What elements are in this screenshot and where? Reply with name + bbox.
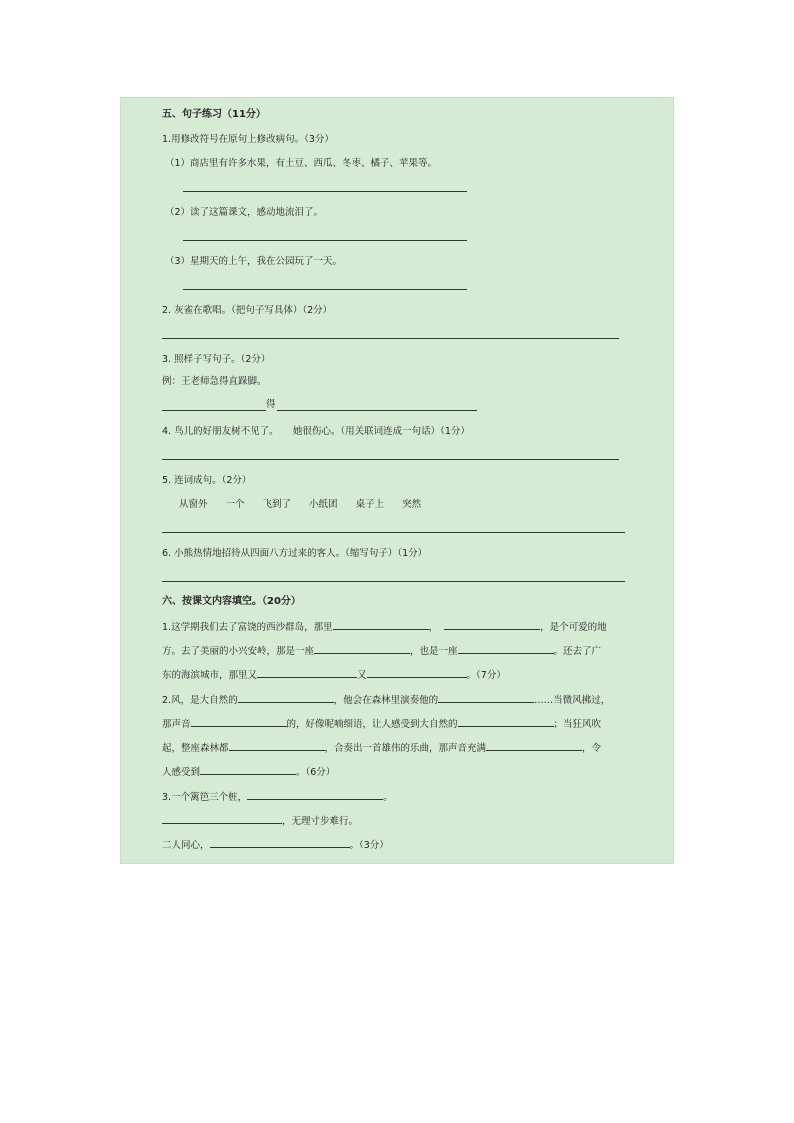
s6-q1-line3 [162, 668, 506, 682]
blank[interactable] [486, 741, 582, 751]
q4-prompt: 4. 鸟儿的好朋友树不见了。 她很伤心。（用关联词连成一句话）（1分） [162, 426, 470, 437]
text: 起，整座森林都 [162, 743, 229, 754]
answer-line-q1-1[interactable] [183, 191, 467, 192]
blank[interactable] [162, 814, 282, 824]
section6-title: 六、按课文内容填空。（20分） [162, 596, 301, 607]
text: 那声音 [162, 719, 191, 730]
text: 。 [383, 792, 393, 803]
blank[interactable] [438, 693, 534, 703]
answer-line-q1-2[interactable] [183, 240, 467, 241]
blank[interactable] [314, 644, 410, 654]
text: 2.风，是大自然的 [162, 695, 238, 706]
q1-item-2: （2）读了这篇课文，感动地流泪了。 [165, 207, 324, 218]
text: 。（7分） [466, 670, 506, 681]
text: 。还去了广 [553, 646, 602, 657]
answer-line-q2[interactable] [162, 338, 619, 339]
text: 。（3分） [349, 840, 389, 851]
blank[interactable] [367, 668, 467, 678]
blank[interactable] [191, 717, 287, 727]
text: ，令 [582, 743, 602, 754]
blank[interactable] [238, 693, 334, 703]
q1-prompt: 1.用修改符号在原句上修改病句。（3分） [162, 134, 334, 145]
answer-line-q3-left[interactable] [162, 410, 266, 411]
text: ，是个可爱的地 [540, 622, 607, 633]
s6-q2-line4 [162, 765, 335, 779]
answer-line-q3-right[interactable] [277, 410, 477, 411]
blank[interactable] [333, 620, 429, 630]
text: ……当微风拂过， [534, 695, 611, 706]
blank[interactable] [210, 838, 350, 848]
blank[interactable] [444, 620, 540, 630]
text: 3.一个篱笆三个桩， [162, 792, 248, 803]
s6-q2-line2 [162, 717, 601, 731]
s6-q3-line1 [162, 790, 393, 804]
text: ，合奏出一首雄伟的乐曲，那声音充满 [324, 743, 487, 754]
text: ，他会在森林里演奏他的 [333, 695, 439, 706]
q5-word: 从窗外 [179, 499, 208, 510]
text: 又 [357, 670, 367, 681]
q3-example: 例：王老师急得直跺脚。 [162, 376, 267, 387]
blank[interactable] [257, 668, 357, 678]
text: 东的海滨城市，那里又 [162, 670, 258, 681]
q5-word: 桌子上 [355, 499, 385, 510]
q5-word: 一个 [225, 499, 245, 510]
text: 。（6分） [296, 767, 336, 778]
answer-line-q1-3[interactable] [183, 289, 467, 290]
text: 1.这学期我们去了富饶的西沙群岛，那里 [162, 622, 333, 633]
section5-title: 五、句子练习（11分） [162, 109, 266, 120]
q5-word: 飞到了 [262, 499, 292, 510]
text: ，也是一座 [410, 646, 458, 657]
s6-q3-line2 [162, 814, 358, 828]
blank[interactable] [200, 765, 296, 775]
q6-prompt: 6. 小熊热情地招待从四面八方过来的客人。（缩写句子）（1分） [162, 548, 428, 559]
blank[interactable] [458, 644, 554, 654]
q2-prompt: 2. 灰雀在歌唱。（把句子写具体）（2分） [162, 305, 333, 316]
q3-middle-char: 得 [266, 399, 276, 410]
s6-q1-line2 [162, 644, 601, 658]
s6-q3-line3 [162, 838, 389, 852]
blank[interactable] [247, 790, 383, 800]
text: ；当狂风吹 [553, 719, 602, 730]
worksheet-page [120, 97, 674, 864]
blank[interactable] [458, 717, 554, 727]
text: 的，好像呢喃细语，让人感受到大自然的 [286, 719, 458, 730]
q5-prompt: 5. 连词成句。（2分） [162, 475, 252, 486]
q5-word-list [179, 498, 439, 511]
text: 人感受到 [162, 767, 201, 778]
text: 二人同心， [162, 840, 210, 851]
q1-item-1: （1）商店里有许多水果，有土豆、西瓜、冬枣、橘子、苹果等。 [165, 158, 438, 169]
text: ，无理寸步难行。 [282, 816, 359, 827]
q3-prompt: 3. 照样子写句子。（2分） [162, 354, 271, 365]
s6-q1-line1 [162, 620, 607, 634]
blank[interactable] [229, 741, 325, 751]
q5-word: 突然 [402, 499, 422, 510]
q5-word: 小纸团 [309, 499, 338, 510]
s6-q2-line1 [162, 693, 610, 707]
q1-item-3: （3）星期天的上午，我在公园玩了一天。 [165, 256, 343, 267]
text: 方。去了美丽的小兴安岭，那是一座 [162, 646, 315, 657]
answer-line-q6[interactable] [162, 581, 625, 582]
answer-line-q5[interactable] [162, 532, 625, 533]
s6-q2-line3 [162, 741, 601, 755]
answer-line-q4[interactable] [162, 459, 619, 460]
text: ， [428, 622, 439, 633]
